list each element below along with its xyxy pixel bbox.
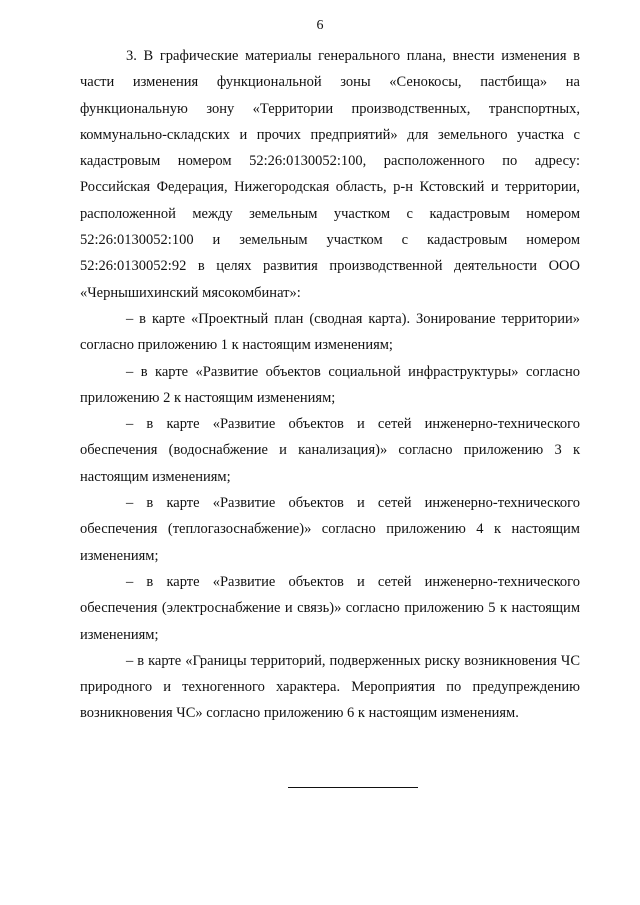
paragraph-map-electricity-communications: – в карте «Развитие объектов и сетей инженерно-технического обеспечения (электроснабжение и связь)» согласно приложению 5 к настоящим изменениям; <box>80 573 580 643</box>
end-of-document-line <box>288 787 418 788</box>
paragraph-map-zoning: – в карте «Проектный план (сводная карта). Зонирование территории» согласно приложению 1 к настоящим изменениям; <box>80 310 580 354</box>
page-number: 6 <box>316 18 324 33</box>
document-body <box>80 43 580 727</box>
paragraph-map-heat-gas: – в карте «Развитие объектов и сетей инженерно-технического обеспечения (теплогазоснабжение)» согласно приложению 4 к настоящим изменениям; <box>80 495 580 564</box>
paragraph-map-social-infrastructure: – в карте «Развитие объектов социальной инфраструктуры» согласно приложению 2 к настоящим изменениям; <box>80 363 580 406</box>
paragraph-amendment-intro: 3. В графические материалы генерального плана, внести изменения в части изменения функциональной зоны «Сенокосы, пастбища» на функциональную зону «Территории производственных, транспортных, коммунально-складских и прочих предприятий» для земельного участка с кадастровым номером 52:26:0130052:100, расположенного по адресу: Российская Федерация, Нижегородская область, р-н Кстовский и территории, расположенной между земельным участком с кадастровым номером 52:26:0130052:100 и земельным участком с кадастровым номером 52:26:0130052:92 в целях развития производственной деятельности ООО «Чернышихинский мясокомбинат»: <box>80 48 580 301</box>
paragraph-map-emergency-risk: – в карте «Границы территорий, подверженных риску возникновения ЧС природного и техногенного характера. Мероприятия по предупреждению возникновения ЧС» согласно приложению 6 к настоящим изменениям. <box>80 652 580 722</box>
paragraph-map-water-sewerage: – в карте «Развитие объектов и сетей инженерно-технического обеспечения (водоснабжение и канализация)» согласно приложению 3 к настоящим изменениям; <box>80 416 580 485</box>
